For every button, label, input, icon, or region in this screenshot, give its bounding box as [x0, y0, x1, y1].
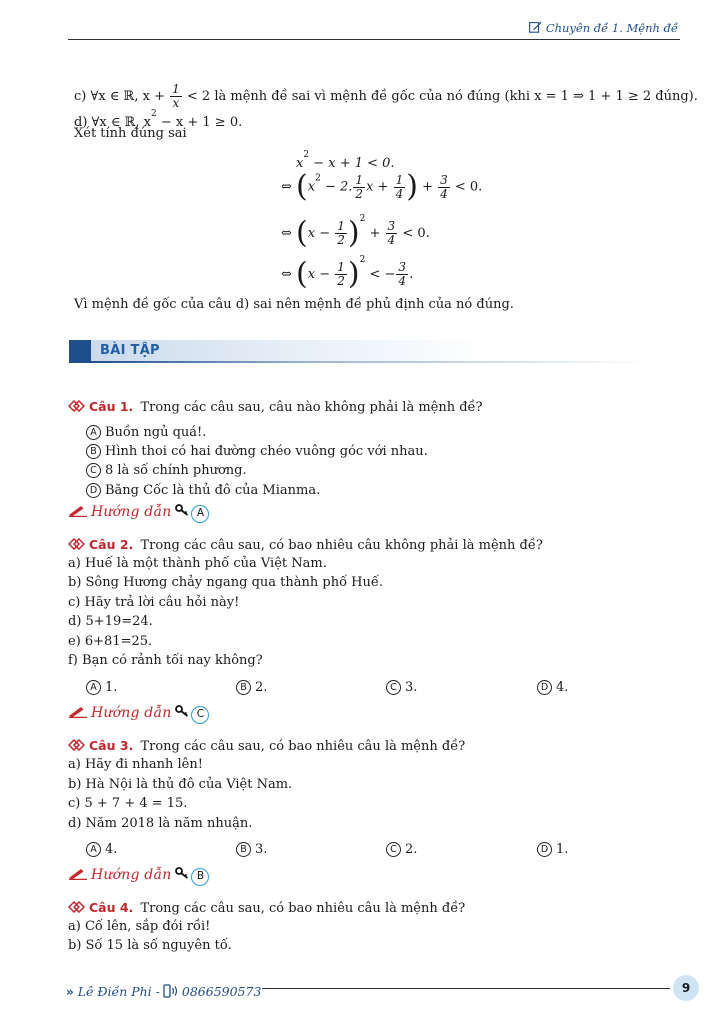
eq1-base: x: [296, 156, 304, 171]
question-3-item: a) Hãy đi nhanh lên!: [68, 757, 203, 772]
right-paren: ): [347, 215, 360, 251]
question-3-item: b) Hà Nội là thủ đô của Việt Nam.: [68, 777, 293, 792]
question-3-option-d[interactable]: [537, 842, 568, 857]
double-diamond-icon: [68, 739, 85, 751]
question-1-heading: [68, 399, 483, 415]
fraction-numerator: 3: [398, 260, 407, 274]
key-icon: [175, 504, 189, 516]
eq4-b: < −: [369, 267, 396, 282]
answer-badge: A: [191, 505, 209, 523]
eq4-a: x −: [307, 267, 331, 282]
option-text: 2.: [255, 680, 268, 695]
right-paren: ): [347, 256, 360, 292]
option-text: 1.: [105, 680, 118, 695]
guide-label: Hướng dẫn: [91, 705, 172, 721]
section-title: BÀI TẬP: [100, 343, 160, 358]
question-1-option-b[interactable]: [86, 444, 428, 459]
left-paren: (: [296, 169, 308, 204]
eq2-b: − 2.: [324, 179, 353, 195]
option-letter-circle: A: [86, 680, 101, 695]
question-4-item: a) Cố lên, sắp đói rồi!: [68, 919, 211, 934]
option-text: Buồn ngủ quá!.: [105, 425, 207, 440]
option-text: 8 là số chính phương.: [105, 463, 247, 478]
option-letter-circle: B: [236, 680, 251, 695]
question-2-item: f) Bạn có rảnh tối nay không?: [68, 653, 263, 668]
key-icon: [175, 867, 189, 879]
question-2-guide[interactable]: [68, 704, 209, 724]
fraction-denominator: 4: [440, 186, 448, 201]
question-2-option-a[interactable]: [86, 680, 117, 695]
question-1-option-d[interactable]: [86, 483, 320, 498]
question-1-label: Câu 1.: [89, 399, 134, 414]
eq3-fraction-1: [335, 220, 347, 247]
left-paren: (: [296, 215, 308, 251]
eq2-d: +: [422, 179, 433, 195]
header-title: Chuyên đề 1. Mệnh đề: [545, 21, 678, 35]
question-1-option-a[interactable]: [86, 425, 206, 440]
option-text: Băng Cốc là thủ đô của Mianma.: [105, 483, 321, 498]
option-letter-circle: B: [86, 444, 101, 459]
option-text: 2.: [405, 842, 418, 857]
fraction-denominator: 4: [387, 233, 396, 247]
right-paren: ): [406, 169, 418, 204]
eq1-rest: − x + 1 < 0.: [313, 156, 395, 171]
fraction-denominator: 2: [355, 186, 364, 201]
fraction-denominator: 4: [398, 274, 407, 288]
question-2-item: c) Hãy trả lời câu hỏi này!: [68, 595, 240, 610]
footer-chevron: »: [66, 985, 74, 999]
intro-conclusion: Vì mệnh đề gốc của câu d) sai nên mệnh đề phủ định của nó đúng.: [74, 297, 514, 312]
answer-badge: C: [191, 706, 209, 724]
equivalence-arrow: ⇔: [281, 267, 292, 282]
pencil-icon: [68, 503, 88, 517]
question-2-option-b[interactable]: [236, 680, 267, 695]
equation-1: [296, 150, 395, 171]
eq3-a: x −: [307, 226, 331, 241]
intro-line-c-suffix: < 2 là mệnh đề sai vì mệnh đề gốc của nó đúng (khi x = 1 ⇒ 1 + 1 ≥ 2 đúng).: [186, 89, 698, 104]
fraction-numerator: 1: [172, 82, 180, 96]
option-text: 3.: [255, 842, 268, 857]
guide-label: Hướng dẫn: [91, 867, 172, 883]
question-3-heading: [68, 738, 465, 754]
question-2-label: Câu 2.: [89, 537, 134, 552]
pencil-icon: [68, 704, 88, 718]
phone-icon: [162, 984, 180, 998]
question-1-text: Trong các câu sau, câu nào không phải là mệnh đề?: [140, 400, 483, 415]
eq3-b: +: [369, 226, 381, 241]
equation-3: [281, 214, 430, 249]
question-2-option-c[interactable]: [386, 680, 417, 695]
option-text: 3.: [405, 680, 418, 695]
eq1-exponent: 2: [303, 150, 310, 160]
question-2-item: b) Sông Hương chảy ngang qua thành phố Huế.: [68, 575, 384, 590]
pencil-icon: [68, 866, 88, 880]
double-diamond-icon: [68, 901, 85, 913]
option-letter-circle: A: [86, 425, 101, 440]
intro-line-d-suffix: − x + 1 ≥ 0.: [160, 115, 243, 130]
fraction-numerator: 3: [440, 172, 448, 187]
section-marker: [69, 340, 91, 363]
option-letter-circle: C: [386, 680, 401, 695]
eq3-exponent: 2: [359, 214, 366, 224]
question-4-text: Trong các câu sau, có bao nhiêu câu là mệnh đề?: [140, 901, 466, 916]
fraction-numerator: 1: [337, 260, 345, 274]
equivalence-arrow: ⇔: [281, 226, 292, 241]
fraction-numerator: 1: [395, 172, 404, 187]
option-text: 4.: [556, 680, 569, 695]
question-3-text: Trong các câu sau, có bao nhiêu câu là mệnh đề?: [140, 739, 466, 754]
eq2-exponent: 2: [315, 173, 321, 184]
question-3-guide[interactable]: [68, 866, 209, 886]
edit-note-icon: [529, 21, 542, 33]
footer-author: [66, 984, 261, 999]
eq4-fraction-1: [335, 261, 347, 288]
section-underline: [91, 361, 651, 363]
question-4-heading: [68, 900, 465, 916]
question-2-heading: [68, 537, 543, 553]
question-2-option-d[interactable]: [537, 680, 568, 695]
eq2-fraction-2: [394, 174, 406, 201]
footer-rule: [262, 988, 670, 989]
question-2-item: a) Huế là một thành phố của Việt Nam.: [68, 556, 327, 571]
intro-line-d-prefix: d) ∀x ∈ ℝ, x: [74, 115, 151, 130]
footer-author-name: Lê Điền Phi -: [77, 984, 160, 999]
eq2-e: < 0.: [454, 179, 483, 195]
eq4-fraction-2: [396, 261, 408, 288]
answer-badge: B: [191, 868, 209, 886]
question-1-option-c[interactable]: [86, 463, 247, 478]
page-header: [68, 18, 680, 40]
question-2-text: Trong các câu sau, có bao nhiêu câu không phải là mệnh đề?: [140, 538, 543, 553]
option-letter-circle: C: [86, 463, 101, 478]
page-number: 9: [673, 975, 699, 1001]
question-1-guide[interactable]: [68, 503, 209, 523]
equation-4: [281, 255, 413, 290]
key-icon: [175, 705, 189, 717]
fraction-denominator: 2: [337, 274, 345, 288]
option-letter-circle: D: [537, 842, 552, 857]
eq2-a: x: [307, 179, 316, 195]
question-3-item: d) Năm 2018 là năm nhuận.: [68, 816, 253, 831]
eq4-exponent: 2: [359, 255, 366, 265]
option-text: 4.: [105, 842, 118, 857]
left-paren: (: [296, 256, 308, 292]
eq3-c: < 0.: [402, 226, 430, 241]
equation-2: [281, 169, 483, 204]
fraction-denominator: x: [172, 96, 180, 110]
question-3-option-c[interactable]: [386, 842, 417, 857]
section-heading: [69, 340, 669, 363]
eq2-fraction-3: [438, 174, 450, 201]
intro-line-c-prefix: c) ∀x ∈ ℝ, x +: [74, 89, 165, 104]
question-3-option-b[interactable]: [236, 842, 267, 857]
header-title-wrap: [529, 21, 678, 35]
question-2-item: d) 5+19=24.: [68, 614, 153, 629]
option-text: 1.: [556, 842, 569, 857]
equivalence-arrow: ⇔: [281, 179, 292, 195]
question-2-item: e) 6+81=25.: [68, 634, 153, 649]
double-diamond-icon: [68, 400, 85, 412]
option-letter-circle: D: [537, 680, 552, 695]
intro-check-label: Xét tính đúng sai: [74, 126, 187, 141]
fraction-numerator: 1: [355, 172, 364, 187]
eq2-fraction-1: [353, 174, 365, 201]
option-letter-circle: B: [236, 842, 251, 857]
double-diamond-icon: [68, 538, 85, 550]
footer-phone: 0866590573: [181, 984, 262, 999]
fraction-denominator: 4: [395, 186, 404, 201]
question-4-label: Câu 4.: [89, 900, 134, 915]
option-letter-circle: C: [386, 842, 401, 857]
option-letter-circle: D: [86, 483, 101, 498]
eq3-fraction-2: [386, 220, 398, 247]
eq2-c: x +: [366, 179, 389, 195]
guide-label: Hướng dẫn: [91, 504, 172, 520]
option-letter-circle: A: [86, 842, 101, 857]
fraction-denominator: 2: [337, 233, 345, 247]
question-3-option-a[interactable]: [86, 842, 117, 857]
question-3-item: c) 5 + 7 + 4 = 15.: [68, 796, 188, 811]
eq4-c: .: [409, 267, 414, 282]
question-4-item: b) Số 15 là số nguyên tố.: [68, 938, 232, 953]
fraction-numerator: 3: [387, 219, 396, 233]
option-text: Hình thoi có hai đường chéo vuông góc với nhau.: [105, 444, 428, 459]
question-3-label: Câu 3.: [89, 738, 134, 753]
fraction-numerator: 1: [337, 219, 345, 233]
intro-line-d-exponent: 2: [151, 109, 157, 119]
